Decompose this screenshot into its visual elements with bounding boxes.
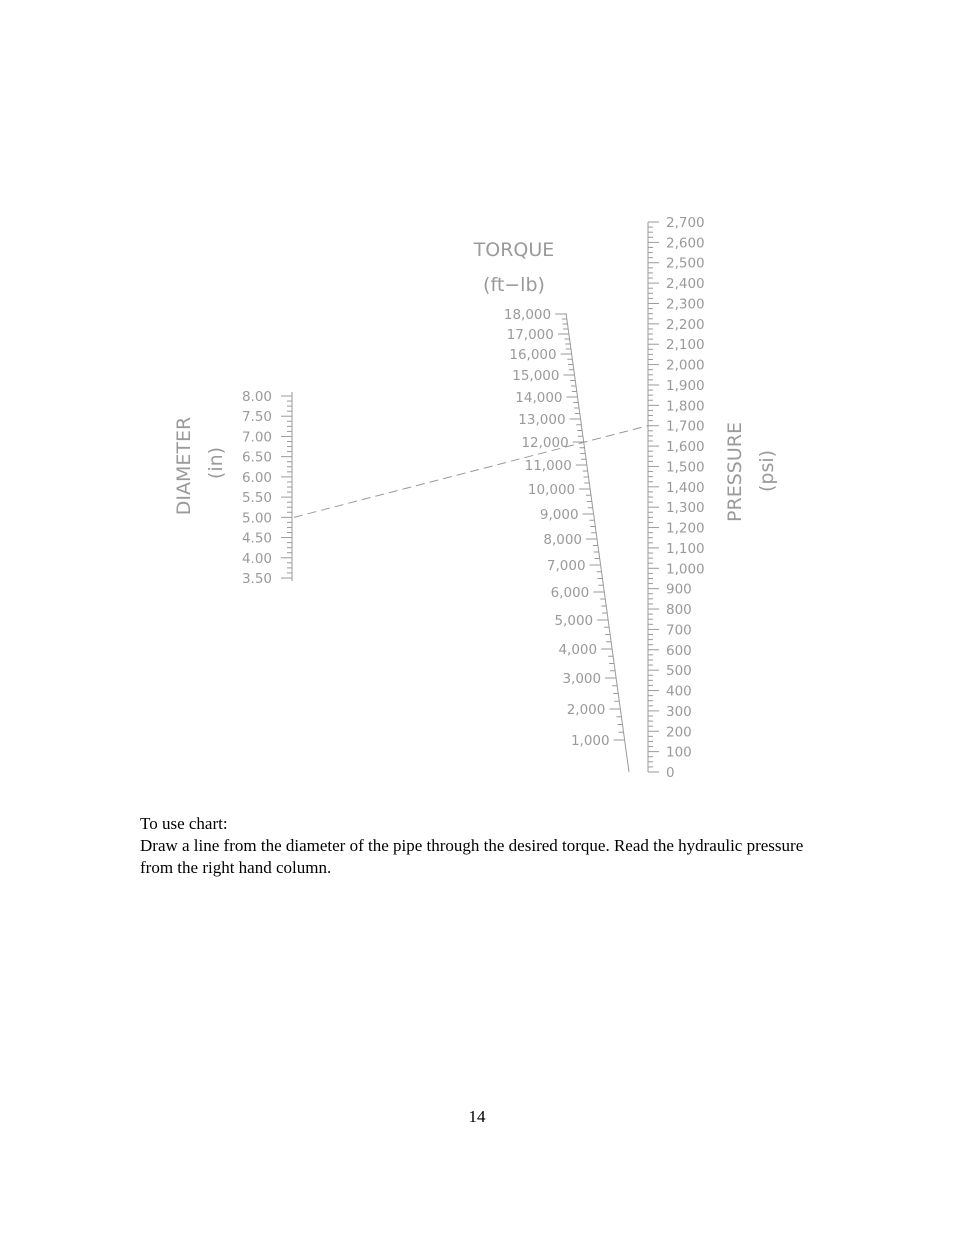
- diameter-tick-label: 4.00: [241, 550, 272, 567]
- torque-tick-label: 15,000: [512, 368, 560, 384]
- pressure-tick-label: 2,100: [666, 337, 705, 354]
- pressure-tick-label: 700: [666, 622, 692, 639]
- torque-tick-label: 14,000: [515, 390, 563, 406]
- pressure-tick-label: 2,500: [666, 255, 705, 272]
- pressure-tick-label: 500: [666, 663, 692, 680]
- pressure-tick-label: 2,000: [666, 357, 705, 374]
- diameter-tick-label: 5.00: [241, 510, 272, 527]
- torque-axis-title: TORQUE: [473, 239, 555, 261]
- pressure-tick-label: 2,700: [666, 215, 705, 231]
- pressure-tick-label: 1,200: [666, 520, 705, 537]
- diameter-tick-label: 6.50: [241, 449, 272, 466]
- torque-tick-label: 2,000: [566, 702, 606, 718]
- pressure-tick-label: 0: [666, 765, 675, 781]
- pressure-tick-label: 1,900: [666, 377, 705, 394]
- torque-tick-label: 1,000: [570, 733, 610, 749]
- pressure-tick-label: 100: [666, 744, 692, 761]
- diameter-axis: [242, 389, 292, 587]
- diameter-tick-label: 3.50: [241, 571, 272, 587]
- torque-tick-label: 4,000: [558, 642, 598, 658]
- instructions: [140, 813, 840, 879]
- pressure-tick-label: 900: [666, 581, 692, 598]
- instructions-heading: To use chart:: [140, 814, 228, 833]
- pressure-tick-label: 1,800: [666, 398, 705, 415]
- pressure-tick-label: 300: [666, 703, 692, 720]
- pressure-tick-label: 400: [666, 683, 692, 700]
- torque-tick-label: 7,000: [546, 558, 586, 574]
- torque-tick-label: 10,000: [527, 482, 576, 498]
- torque-tick-label: 13,000: [518, 412, 566, 428]
- pressure-tick-label: 1,400: [666, 479, 705, 496]
- torque-tick-label: 8,000: [543, 532, 583, 548]
- torque-tick-label: 6,000: [550, 585, 590, 601]
- pressure-tick-label: 1,100: [666, 540, 705, 557]
- diameter-axis-title: DIAMETER: [173, 416, 195, 516]
- page-number: 14: [468, 1107, 486, 1126]
- pressure-tick-label: 600: [666, 642, 692, 659]
- diameter-tick-label: 8.00: [241, 389, 272, 405]
- torque-axis: [504, 307, 629, 772]
- example-line-group: [294, 426, 648, 518]
- diameter-tick-label: 5.50: [241, 490, 272, 507]
- pressure-tick-label: 1,500: [666, 459, 705, 476]
- pressure-tick-label: 200: [666, 724, 692, 741]
- pressure-tick-label: 1,600: [666, 439, 705, 456]
- torque-tick-label: 11,000: [524, 458, 572, 474]
- torque-tick-label: 17,000: [506, 327, 554, 343]
- torque-tick-label: 16,000: [509, 347, 557, 363]
- pressure-tick-label: 1,000: [666, 561, 705, 578]
- pressure-tick-label: 800: [666, 602, 692, 619]
- diameter-tick-label: 7.00: [241, 429, 272, 446]
- torque-tick-label: 18,000: [503, 307, 552, 323]
- pressure-axis-title: PRESSURE: [724, 422, 746, 522]
- pressure-tick-label: 1,300: [666, 500, 705, 517]
- torque-tick-label: 12,000: [521, 435, 569, 451]
- pressure-tick-label: 2,200: [666, 316, 705, 333]
- pressure-tick-label: 1,700: [666, 418, 705, 435]
- pressure-tick-label: 2,400: [666, 276, 705, 293]
- diameter-axis-unit: (in): [205, 446, 227, 480]
- example-dashed-line: [294, 426, 648, 518]
- pressure-axis: [648, 215, 705, 781]
- diameter-tick-label: 4.50: [241, 530, 272, 547]
- pressure-tick-label: 2,300: [666, 296, 705, 313]
- diameter-tick-label: 6.00: [241, 469, 272, 486]
- torque-tick-label: 9,000: [539, 507, 579, 523]
- diameter-tick-label: 7.50: [241, 409, 272, 426]
- pressure-axis-unit: (psi): [756, 449, 778, 493]
- pressure-tick-label: 2,600: [666, 235, 705, 252]
- torque-tick-label: 3,000: [562, 671, 602, 687]
- instructions-body: Draw a line from the diameter of the pipe through the desired torque. Read the hydraulic pressure from the right hand column.: [140, 836, 804, 877]
- torque-axis-unit: (ft−lb): [483, 274, 545, 296]
- torque-tick-label: 5,000: [554, 613, 594, 629]
